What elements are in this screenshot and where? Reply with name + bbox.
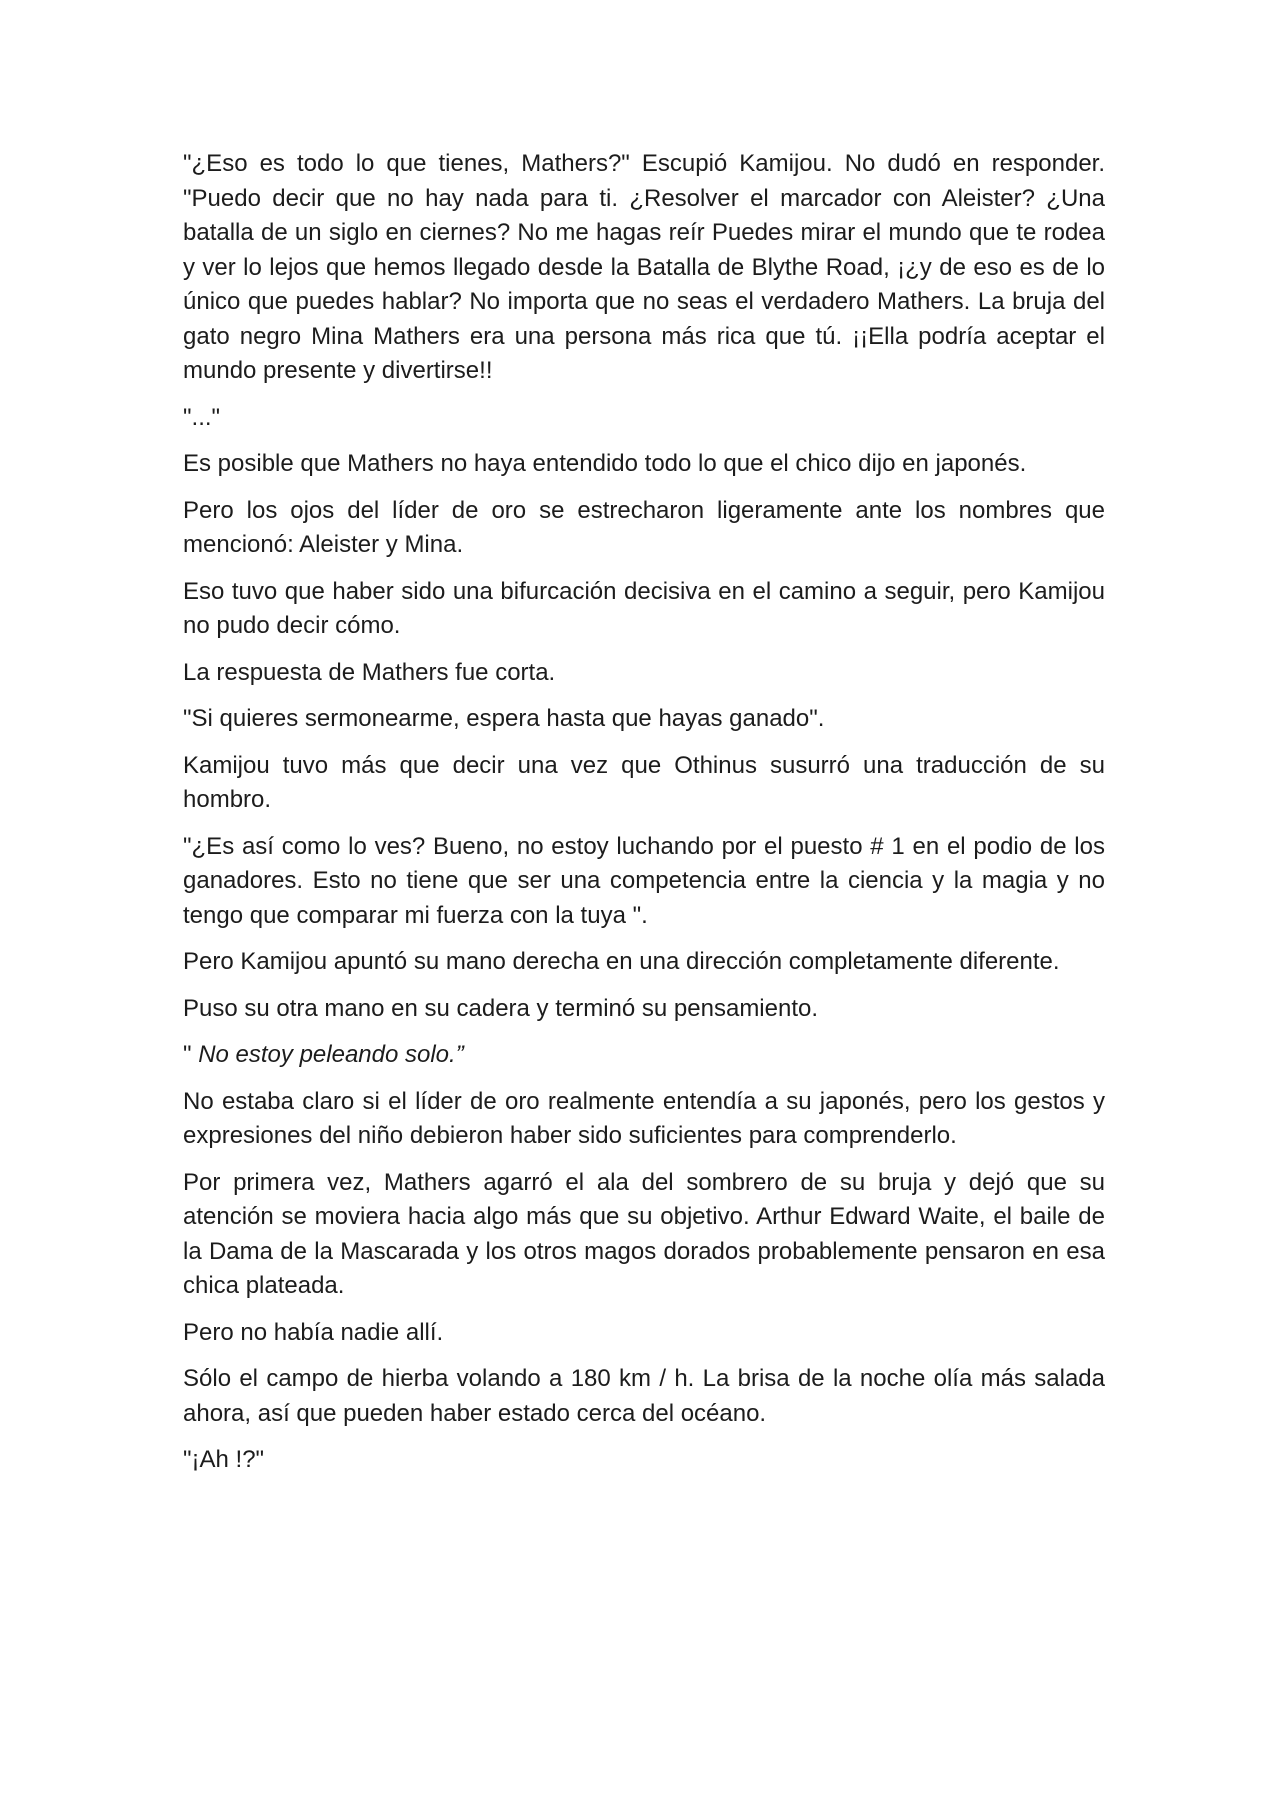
paragraph: "Si quieres sermonearme, espera hasta que hayas ganado". xyxy=(183,705,825,732)
paragraph: Por primera vez, Mathers agarró el ala del sombrero de su bruja y dejó que su atención se moviera hacia algo más que su objetivo. Arthur Edward Waite, el baile de la Dama de la Mascarada y los otros magos dorados probablemente pensaron en esa chica plateada. xyxy=(183,1168,1105,1299)
italic-quote: No estoy peleando solo.” xyxy=(198,1041,464,1068)
paragraph: Pero no había nadie allí. xyxy=(183,1318,444,1346)
paragraph: Es posible que Mathers no haya entendido todo lo que el chico dijo en japonés. xyxy=(183,450,1027,477)
paragraph: Pero los ojos del líder de oro se estrecharon ligeramente ante los nombres que mencionó: Aleister y Mina. xyxy=(183,496,1105,558)
quote-prefix: " xyxy=(183,1041,199,1068)
document-page xyxy=(183,147,1105,1490)
paragraph: "¡Ah !?" xyxy=(183,1446,265,1473)
paragraph: Kamijou tuvo más que decir una vez que Othinus susurró una traducción de su hombro. xyxy=(183,751,1105,813)
paragraph: "¿Eso es todo lo que tienes, Mathers?" Escupió Kamijou. No dudó en responder. "Puedo decir que no hay nada para ti. ¿Resolver el marcador con Aleister? ¿Una batalla de un siglo en ciernes? No me hagas reír Puedes mirar el mundo que te rodea y ver lo lejos que hemos llegado desde la Batalla de Blythe Road, ¡¿y de eso es de lo único que puedes hablar? No importa que no seas el verdadero Mathers. La bruja del gato negro Mina Mathers era una persona más rica que tú. ¡¡Ella podría aceptar el mundo presente y divertirse!! xyxy=(183,150,1105,384)
paragraph: "..." xyxy=(183,403,221,431)
paragraph: Eso tuvo que haber sido una bifurcación decisiva en el camino a seguir, pero Kamijou no pudo decir cómo. xyxy=(183,577,1105,639)
paragraph: Pero Kamijou apuntó su mano derecha en una dirección completamente diferente. xyxy=(183,948,1060,975)
paragraph: "¿Es así como lo ves? Bueno, no estoy luchando por el puesto # 1 en el podio de los ganadores. Esto no tiene que ser una competencia entre la ciencia y la magia y no tengo que comparar mi fuerza con la tuya ". xyxy=(183,832,1105,929)
paragraph-quote xyxy=(183,1038,1105,1073)
paragraph: No estaba claro si el líder de oro realmente entendía a su japonés, pero los gestos y expresiones del niño debieron haber sido suficientes para comprenderlo. xyxy=(183,1087,1105,1149)
paragraph: Sólo el campo de hierba volando a 180 km / h. La brisa de la noche olía más salada ahora, así que pueden haber estado cerca del océano. xyxy=(183,1365,1105,1427)
paragraph: Puso su otra mano en su cadera y terminó su pensamiento. xyxy=(183,994,819,1022)
paragraph: La respuesta de Mathers fue corta. xyxy=(183,658,556,686)
